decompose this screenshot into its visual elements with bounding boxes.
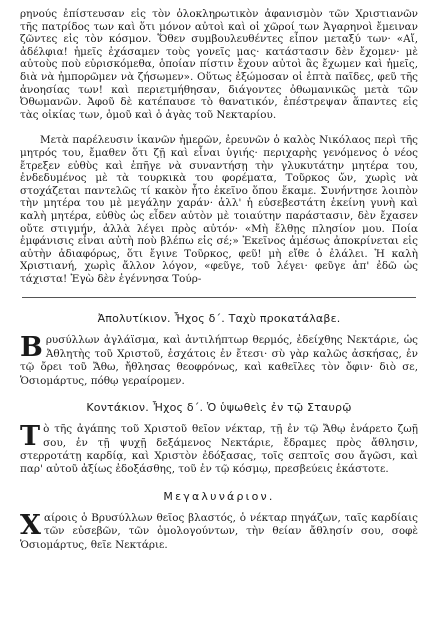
apolytikion-text-block (20, 334, 418, 388)
apolytikion-drop-cap: Β (20, 332, 43, 364)
megalynarion-text: αίροις ὁ Βρυσύλλων θεῖος βλαστός, ὁ νέκταρ πηγάζων, ταῖς καρδίαις τῶν εὐσεβῶν, τῶν ὁμολογούντων, τὴν θείαν ἄθλησίν σου, σοφὲ Ὁσιομάρτυς, θεῖε Νεκτάριε. (20, 511, 418, 551)
kontakion-heading: Κοντάκιον. Ἦχος δ΄. Ὁ ὑψωθεὶς ἐν τῷ Σταυρῷ (86, 401, 352, 415)
kontakion-drop-cap: Τ (20, 421, 41, 453)
apolytikion-heading: Ἀπολυτίκιον. Ἦχος δ΄. Ταχὺ προκατάλαβε. (97, 312, 341, 326)
megalynarion-drop-cap: Χ (20, 509, 41, 541)
section-divider (22, 297, 416, 298)
kontakion-text: ὸ τῆς ἀγάπης τοῦ Χριστοῦ θεῖον νέκταρ, τῇ ἐν τῷ Ἄθῳ ἐνάρετο ζωῇ σου, ἐν τῇ ψυχῇ δεξάμενος Νεκτάριε, ἔδραμες πρὸς ἄθλησιν, στερροτάτῃ καρδίᾳ, καὶ Χριστὸν ἐδόξασας, τοῖς σεπτοῖς σου ἄγῶσι, καὶ παρ' αὐτοῦ ἀξίως ἐδοξάσθης, τοῦ ἐν τῷ κόσμῳ, πρεσβεύεις ἑκάστοτε. (20, 423, 418, 476)
kontakion-text-block (20, 423, 418, 477)
megalynarion-text-block (20, 509, 418, 552)
apolytikion-text: ρυσύλλων ἀγλάϊσμα, καὶ ἀντιλήπτωρ θερμός, ἐδείχθης Νεκτάριε, ὡς Ἀθλητὴς τοῦ Χριστοῦ, ἐσχάτοις ἐν ἔτεσι· σὺ γὰρ καλῶς ἀσκήσας, ἐν τῷ ὄρει τοῦ Ἄθω, ἤθλησας θεοφρόνως, καὶ καθεῖλες τὸν ὄφιν· διὸ σε, Ὁσιομάρτυς, πόθῳ γεραίρομεν. (20, 334, 418, 387)
body-paragraph-2: Μετὰ παρέλευσιν ἱκανῶν ἡμερῶν, ἐρευνῶν ὁ καλὸς Νικόλαος περὶ τῆς μητρός του, ἔμαθεν ὅτι ζῇ καὶ εἶναι ὑγιής· περιχαρὴς γενόμενος ὁ νέος ἔτρεξεν εὐθὺς καὶ ἐπῆγε νὰ συναντήσῃ τὴν γλυκυτάτην μητέρα του, ἐνδεδυμένος μὲ τὰ τουρκικὰ του φορέματα, Τοῦρκος ὤν, χωρὶς νὰ στοχάζεται παντελῶς τί κακὸν ἦτο ἐκεῖνο ὅπου ἔκαμε. Συνήντησε λοιπὸν τὴν μητέρα του μὲ μεγάλην χαράν· ἀλλ' ἡ εὐσεβεστάτη ἐκείνη γυνὴ καὶ καλὴ μητέρα, εὐθὺς ὡς εἶδεν αὐτὸν μὲ τοιαύτην παράστασιν, δὲν ἔχασεν οὔτε στιγμήν, ἀλλὰ λέγει πρὸς αὐτόν· «Μὴ ἔλθῃς πλησίον μου. Ποία ἐμφάνισις εἶναι αὐτὴ ποὺ βλέπω εἰς σέ;» Ἐκεῖνος ἀμέσως ἀποκρίνεται εἰς αὐτὴν ἀδιαφόρως, ὅτι ἔγινε Τοῦρκος, φεῦ! μὴ εἴθε ὁ ἐλάλει. Ἡ καλὴ Χριστιανή, χωρὶς ἄλλον λόγον, «φεῦγε, τοῦ λέγει· φεῦγε ἀπ' ἐδῶ ὡς τάχιστα! Ἐγὼ δὲν ἐγέννησα Τούρ- (20, 134, 418, 285)
megalynarion-heading: Μεγαλυνάριον. (163, 489, 275, 503)
body-paragraph-1: ρηνούς ἐπίστευσαν εἰς τὸν ὁλοκληρωτικὸν ἀφανισμὸν τῶν Χριστιανῶν τῆς πατρίδος των καὶ ὅτι μόνον αὐτοὶ καὶ οἱ χῶροί των Ἀγαρηνοὶ ἔμειναν ζῶντες εἰς τὸν κόσμον. Ὅθεν συμβουλευθέντες εἶπον μεταξύ των· «Αἴ, ἀδέλφια! ἡμεῖς ἐχάσαμεν τοὺς γονεῖς μας· κατάστασιν δὲν ἔχομεν· μὲ αὐτοὺς ποὺ εὑρισκόμεθα, ὁποίαν πίστιν ἔχουν αὐτοὶ ἂς ἔχωμεν καὶ ἡμεῖς, διὰ νὰ ἠμπορῶμεν νὰ ζήσωμεν». Οὕτως ἐξώμοσαν οἱ ἑπτὰ παῖδες, φεῦ τῆς ἀνοησίας των! καὶ περιετμήθησαν, διάγοντες ὀθωμανικῶς μετὰ τῶν Ὀθωμανῶν. Ἀφοῦ δὲ κατέπαυσε τὸ θανατικόν, ἐπέστρεψαν ἅπαντες εἰς τὰς οἰκίας των, ὁμοῦ καὶ ὁ ἀγὰς τοῦ Νεκταρίου. (20, 8, 418, 121)
